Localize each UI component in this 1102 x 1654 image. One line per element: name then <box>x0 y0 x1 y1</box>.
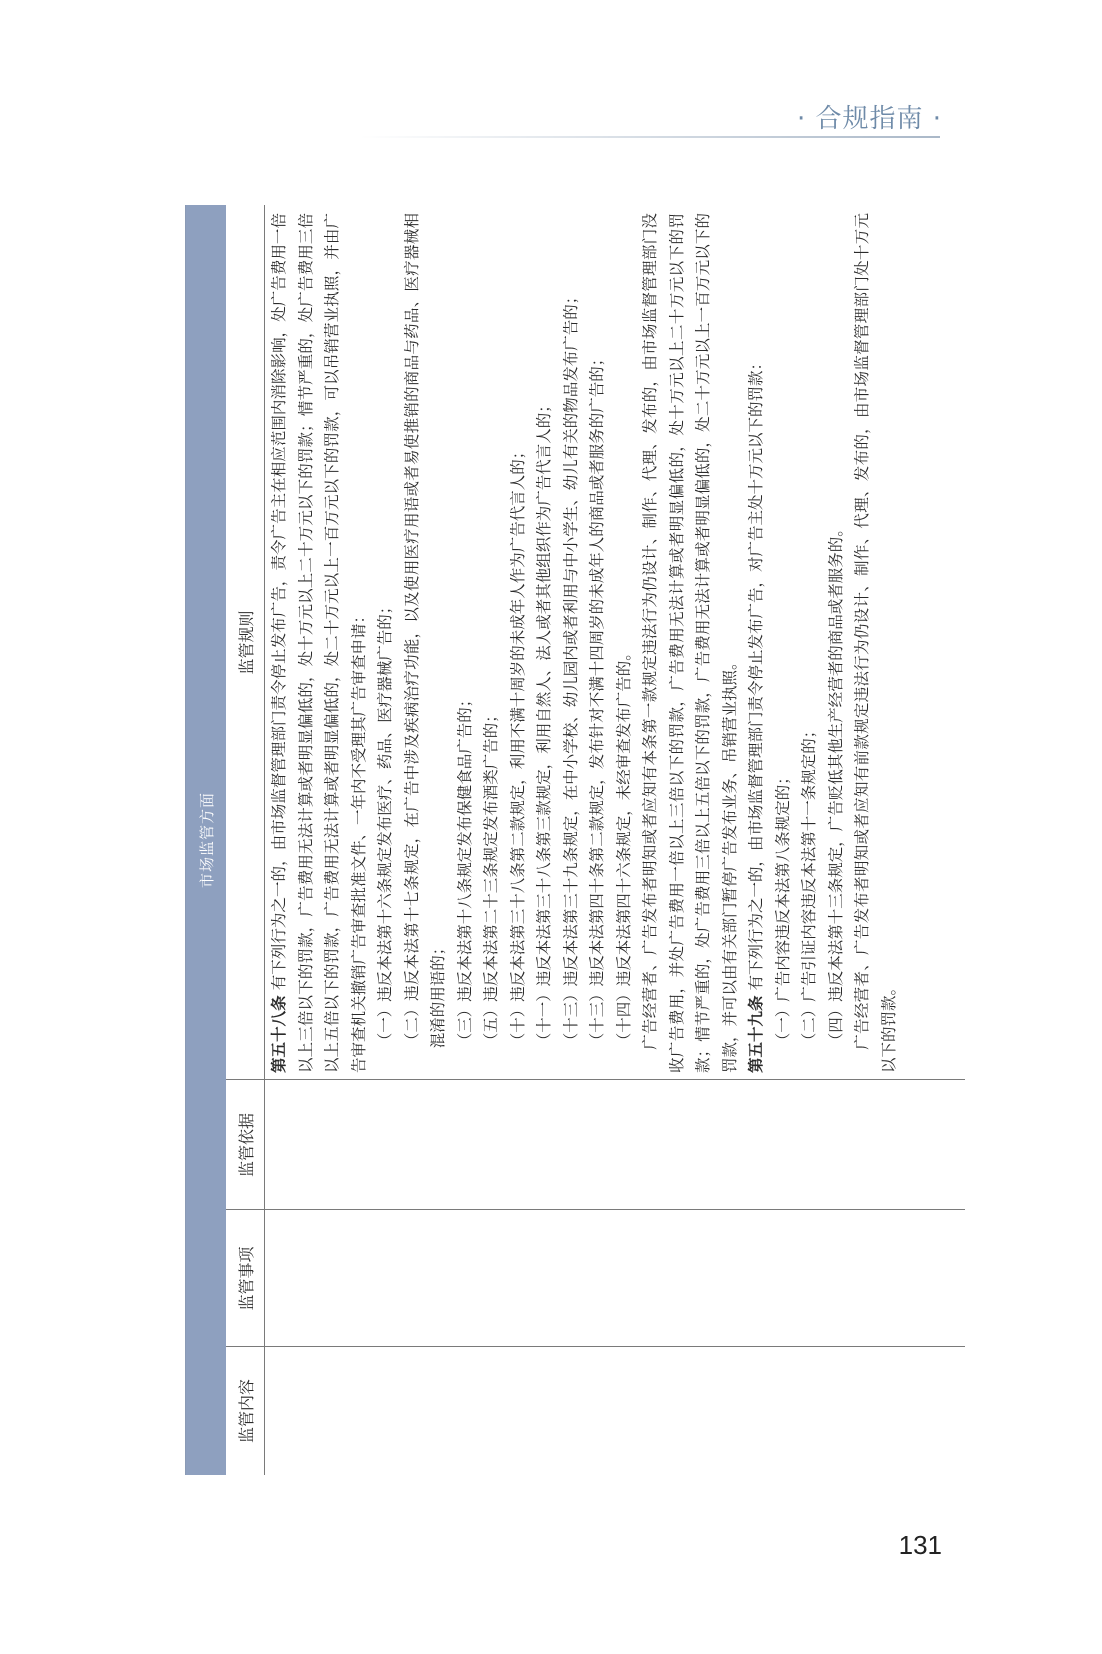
column-header-basis: 监管依据 <box>226 1080 265 1210</box>
rule-clause: （十三）违反本法第三十九条规定，在中小学校、幼儿园内或者利用与中小学生、幼儿有关的物品发布广告的； <box>561 288 580 1049</box>
column-divider <box>226 1209 965 1210</box>
rule-clause: （十一）违反本法第三十八条第三款规定，利用自然人、法人或者其他组织作为广告代言人的； <box>535 397 553 1049</box>
page-number: 131 <box>898 1530 942 1560</box>
page-header-title: · 合规指南 · <box>796 104 942 134</box>
rule-paragraph: 广告经营者、广告发布者明知或者应知有前款规定违法行为仍设计、制作、代理、发布的，由市场监督管理部门处十万元以下的罚款。 <box>853 213 898 1073</box>
rule-paragraph: 广告经营者、广告发布者明知或者应知有本条第一款规定违法行为仍设计、制作、代理、发布的，由市场监督管理部门没收广告费用，并处广告费用一倍以上三倍以下的罚款，广告费用无法计算或者明显偏低的，处十万元以上二十万元以下的罚款；情节严重的，处广告费用三倍以上五倍以下的罚款，广告费用无法计算或者明显偏低的，处二十万元以上一百万元以下的罚款，并可以由有关部门暂停广告发布业务、吊销营业执照。 <box>641 213 739 1073</box>
rule-paragraph <box>266 213 372 1073</box>
rule-text: 有下列行为之一的，由市场监督管理部门责令停止发布广告，对广告主处十万元以下的罚款： <box>747 355 765 991</box>
column-header-item: 监管事项 <box>226 1210 265 1347</box>
rule-paragraph <box>743 213 770 1073</box>
rule-clause: （二）违反本法第十七条规定，在广告中涉及疾病治疗功能，以及使用医疗用语或者易使推销的商品与药品、医疗器械相混淆的用语的； <box>402 213 447 1049</box>
article-number: 第五十九条 <box>747 995 765 1073</box>
table-banner: 市场监管方面 <box>186 205 226 1475</box>
regulation-table-container <box>185 205 965 1475</box>
rule-text: 有下列行为之一的，由市场监督管理部门责令停止发布广告，责令广告主在相应范围内消除影响，处广告费用一倍以上三倍以下的罚款，广告费用无法计算或者明显偏低的，处十万元以上二十万元以下的罚款；情节严重的，处广告费用三倍以上五倍以下的罚款，广告费用无法计算或者明显偏低的，处二十万元以上一百万元以下的罚款，可以吊销营业执照，并由广告审查机关撤销广告审查批准文件、一年内不受理其广告审查申请： <box>270 213 368 1073</box>
rule-clause: （四）违反本法第十三条规定，广告贬低其他生产经营者的商品或者服务的。 <box>826 521 845 1049</box>
rule-clause: （五）违反本法第二十三条规定发布酒类广告的； <box>482 707 500 1049</box>
regulation-table <box>185 205 965 1475</box>
rule-clause: （十四）违反本法第四十六条规定，未经审查发布广告的。 <box>614 645 633 1049</box>
column-divider <box>226 1079 965 1080</box>
rules-cell <box>266 213 902 1073</box>
rule-clause: （三）违反本法第十八条规定发布保健食品广告的； <box>455 691 474 1049</box>
rule-clause: （一）违反本法第十六条规定发布医疗、药品、医疗器械广告的； <box>376 598 394 1049</box>
article-number: 第五十八条 <box>270 995 288 1073</box>
rule-clause: （二）广告引证内容违反本法第十一条规定的； <box>800 722 818 1049</box>
column-divider <box>226 1346 965 1347</box>
rule-clause: （一）广告内容违反本法第八条规定的； <box>773 769 792 1049</box>
column-header-rules: 监管规则 <box>226 205 265 1080</box>
rule-clause: （十）违反本法第三十八条第二款规定，利用不满十周岁的未成年人作为广告代言人的； <box>508 443 527 1049</box>
column-header-content: 监管内容 <box>226 1347 265 1475</box>
header-divider <box>360 136 940 138</box>
rule-clause: （十三）违反本法第四十条第二款规定，发布针对不满十四周岁的未成年人的商品或者服务的广告的； <box>588 350 606 1049</box>
